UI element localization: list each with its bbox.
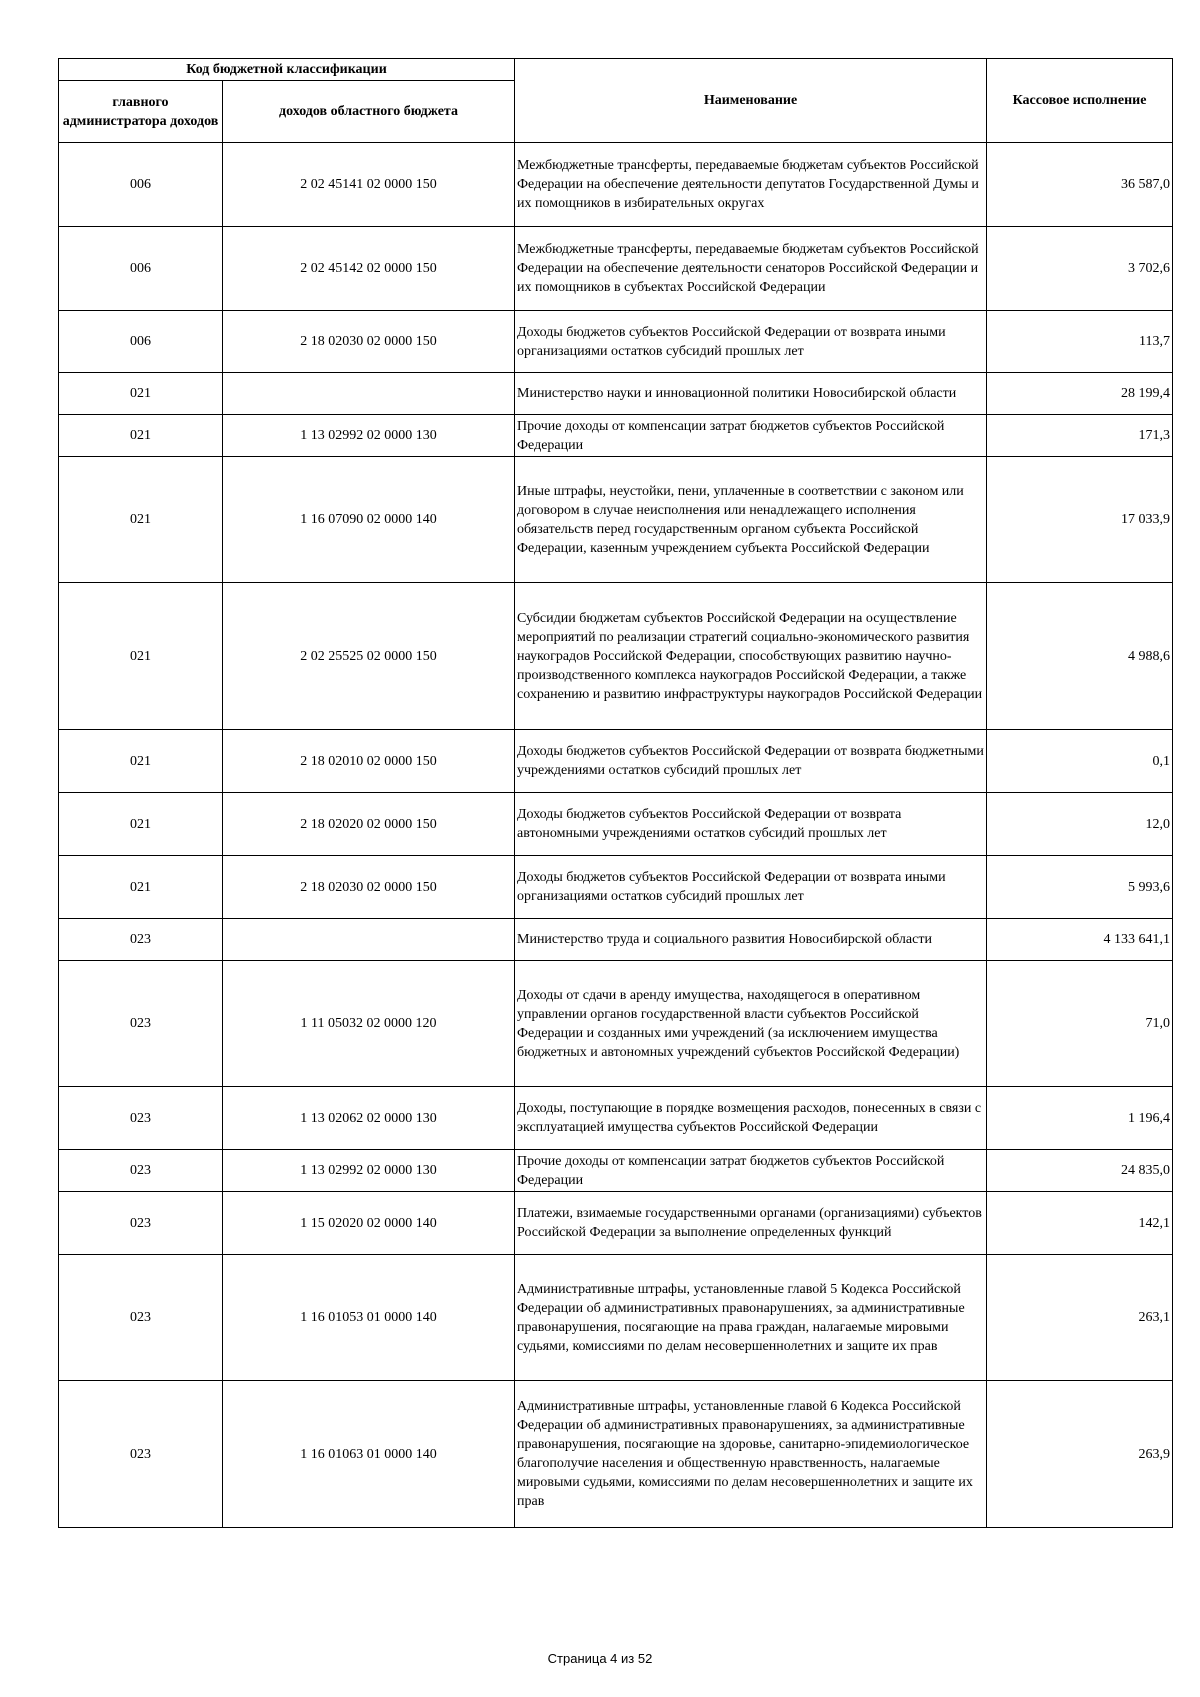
admin-code-cell: 021	[59, 415, 223, 457]
income-code-cell: 1 11 05032 02 0000 120	[223, 961, 515, 1087]
amount-cell: 0,1	[987, 730, 1173, 793]
income-code-cell	[223, 919, 515, 961]
admin-code-cell: 023	[59, 1150, 223, 1192]
income-code-cell	[223, 373, 515, 415]
admin-code-cell: 023	[59, 961, 223, 1087]
section-row	[59, 373, 1173, 415]
income-code-cell: 1 13 02062 02 0000 130	[223, 1087, 515, 1150]
header-name: Наименование	[515, 59, 987, 143]
table-row	[59, 311, 1173, 373]
admin-code-cell: 006	[59, 311, 223, 373]
admin-code-cell: 021	[59, 793, 223, 856]
admin-code-cell: 021	[59, 583, 223, 730]
amount-cell: 12,0	[987, 793, 1173, 856]
table-row	[59, 583, 1173, 730]
income-code-cell: 2 18 02010 02 0000 150	[223, 730, 515, 793]
table-row	[59, 227, 1173, 311]
name-cell: Субсидии бюджетам субъектов Российской Федерации на осуществление мероприятий по реализации стратегий социально-экономического развития наукоградов Российской Федерации, способствующих развитию научно-производственного комплекса наукоградов Российской Федерации, а также сохранению и развитию инфраструктуры наукоградов Российской Федерации	[515, 583, 987, 730]
amount-cell: 1 196,4	[987, 1087, 1173, 1150]
name-cell: Иные штрафы, неустойки, пени, уплаченные в соответствии с законом или договором в случае неисполнения или ненадлежащего исполнения обязательств перед государственным органом субъекта Российской Федерации, казенным учреждением субъекта Российской Федерации	[515, 457, 987, 583]
header-kbk: Код бюджетной классификации	[59, 59, 515, 81]
admin-code-cell: 023	[59, 1255, 223, 1381]
admin-code-cell: 023	[59, 919, 223, 961]
amount-cell: 3 702,6	[987, 227, 1173, 311]
amount-cell: 142,1	[987, 1192, 1173, 1255]
admin-code-cell: 021	[59, 457, 223, 583]
name-cell: Административные штрафы, установленные главой 5 Кодекса Российской Федерации об административных правонарушениях, за административные правонарушения, посягающие на права граждан, налагаемые мировыми судьями, комиссиями по делам несовершеннолетних и защите их прав	[515, 1255, 987, 1381]
income-code-cell: 1 15 02020 02 0000 140	[223, 1192, 515, 1255]
income-code-cell: 1 13 02992 02 0000 130	[223, 415, 515, 457]
amount-cell: 28 199,4	[987, 373, 1173, 415]
amount-cell: 263,9	[987, 1381, 1173, 1528]
budget-table	[58, 58, 1173, 1528]
amount-cell: 36 587,0	[987, 143, 1173, 227]
amount-cell: 263,1	[987, 1255, 1173, 1381]
name-cell: Доходы бюджетов субъектов Российской Федерации от возврата бюджетными учреждениями остатков субсидий прошлых лет	[515, 730, 987, 793]
amount-cell: 17 033,9	[987, 457, 1173, 583]
name-cell: Прочие доходы от компенсации затрат бюджетов субъектов Российской Федерации	[515, 415, 987, 457]
amount-cell: 4 133 641,1	[987, 919, 1173, 961]
table-row	[59, 1150, 1173, 1192]
table-row	[59, 1255, 1173, 1381]
income-code-cell: 2 18 02020 02 0000 150	[223, 793, 515, 856]
name-cell: Платежи, взимаемые государственными органами (организациями) субъектов Российской Федерации за выполнение определенных функций	[515, 1192, 987, 1255]
amount-cell: 5 993,6	[987, 856, 1173, 919]
header-admin: главного администратора доходов	[59, 81, 223, 143]
name-cell: Межбюджетные трансферты, передаваемые бюджетам субъектов Российской Федерации на обеспечение деятельности сенаторов Российской Федерации и их помощников в субъектах Российской Федерации	[515, 227, 987, 311]
income-code-cell: 1 16 01053 01 0000 140	[223, 1255, 515, 1381]
name-cell: Доходы бюджетов субъектов Российской Федерации от возврата автономными учреждениями остатков субсидий прошлых лет	[515, 793, 987, 856]
admin-code-cell: 023	[59, 1192, 223, 1255]
table-row	[59, 961, 1173, 1087]
table-row	[59, 143, 1173, 227]
table-header	[59, 59, 1173, 143]
page-number: Страница 4 из 52	[547, 1651, 653, 1666]
table-row	[59, 856, 1173, 919]
admin-code-cell: 021	[59, 856, 223, 919]
income-code-cell: 2 02 45142 02 0000 150	[223, 227, 515, 311]
amount-cell: 71,0	[987, 961, 1173, 1087]
admin-code-cell: 021	[59, 730, 223, 793]
name-cell: Министерство труда и социального развития Новосибирской области	[515, 919, 987, 961]
name-cell: Доходы бюджетов субъектов Российской Федерации от возврата иными организациями остатков субсидий прошлых лет	[515, 311, 987, 373]
income-code-cell: 2 02 25525 02 0000 150	[223, 583, 515, 730]
income-code-cell: 2 02 45141 02 0000 150	[223, 143, 515, 227]
table-row	[59, 457, 1173, 583]
name-cell: Прочие доходы от компенсации затрат бюджетов субъектов Российской Федерации	[515, 1150, 987, 1192]
amount-cell: 113,7	[987, 311, 1173, 373]
income-code-cell: 1 16 01063 01 0000 140	[223, 1381, 515, 1528]
table-row	[59, 1192, 1173, 1255]
admin-code-cell: 023	[59, 1087, 223, 1150]
income-code-cell: 1 13 02992 02 0000 130	[223, 1150, 515, 1192]
income-code-cell: 1 16 07090 02 0000 140	[223, 457, 515, 583]
admin-code-cell: 006	[59, 143, 223, 227]
section-row	[59, 919, 1173, 961]
header-income: доходов областного бюджета	[223, 81, 515, 143]
name-cell: Межбюджетные трансферты, передаваемые бюджетам субъектов Российской Федерации на обеспечение деятельности депутатов Государственной Думы и их помощников в избирательных округах	[515, 143, 987, 227]
amount-cell: 24 835,0	[987, 1150, 1173, 1192]
table-row	[59, 793, 1173, 856]
admin-code-cell: 023	[59, 1381, 223, 1528]
name-cell: Министерство науки и инновационной политики Новосибирской области	[515, 373, 987, 415]
table-row	[59, 415, 1173, 457]
table-body	[59, 143, 1173, 1528]
name-cell: Доходы от сдачи в аренду имущества, находящегося в оперативном управлении органов государственной власти субъектов Российской Федерации и созданных ими учреждений (за исключением имущества бюджетных и автономных учреждений субъектов Российской Федерации)	[515, 961, 987, 1087]
income-code-cell: 2 18 02030 02 0000 150	[223, 856, 515, 919]
header-amount: Кассовое исполнение	[987, 59, 1173, 143]
name-cell: Доходы, поступающие в порядке возмещения расходов, понесенных в связи с эксплуатацией имущества субъектов Российской Федерации	[515, 1087, 987, 1150]
income-code-cell: 2 18 02030 02 0000 150	[223, 311, 515, 373]
amount-cell: 171,3	[987, 415, 1173, 457]
table-row	[59, 730, 1173, 793]
admin-code-cell: 006	[59, 227, 223, 311]
table-row	[59, 1381, 1173, 1528]
name-cell: Доходы бюджетов субъектов Российской Федерации от возврата иными организациями остатков субсидий прошлых лет	[515, 856, 987, 919]
table-row	[59, 1087, 1173, 1150]
name-cell: Административные штрафы, установленные главой 6 Кодекса Российской Федерации об административных правонарушениях, за административные правонарушения, посягающие на здоровье, санитарно-эпидемиологическое благополучие населения и общественную нравственность, налагаемые мировыми судьями, комиссиями по делам несовершеннолетних и защите их прав	[515, 1381, 987, 1528]
amount-cell: 4 988,6	[987, 583, 1173, 730]
admin-code-cell: 021	[59, 373, 223, 415]
